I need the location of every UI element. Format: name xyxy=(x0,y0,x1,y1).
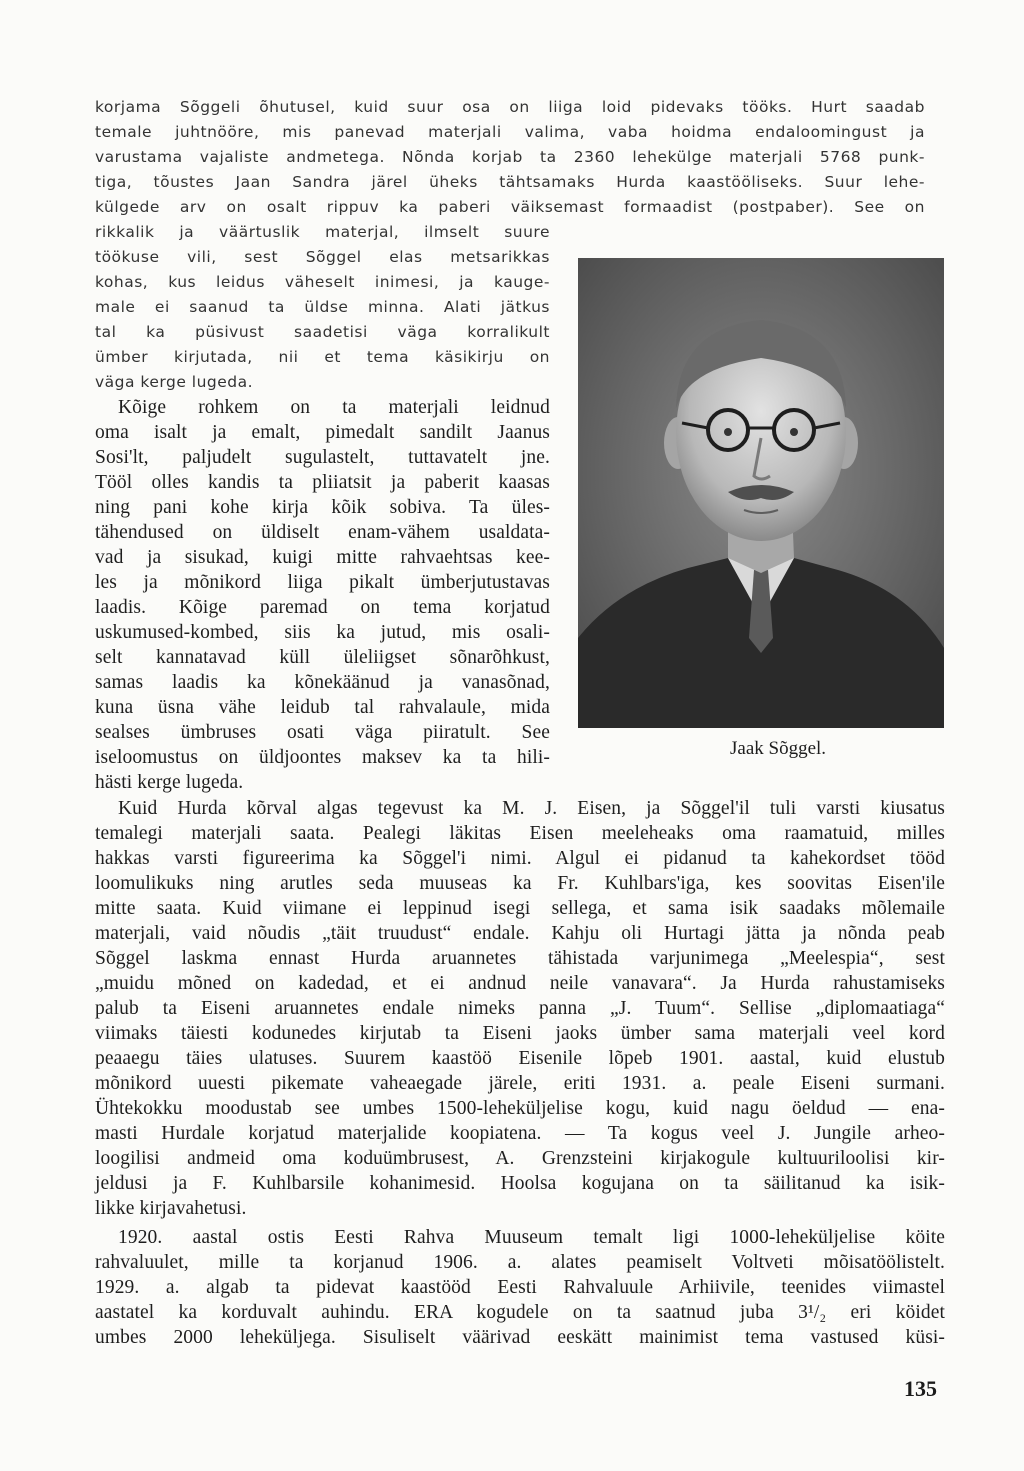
text-line: hästi kerge lugeda. xyxy=(95,772,244,793)
text-line: „muidu mõned on kadedad, et ei andnud neile vanavara“. Ja Hurda rahustamiseks xyxy=(95,973,945,994)
text-line: kuna üsna vähe leidub tal rahvalaule, mida xyxy=(95,697,550,718)
text-line: peaaegu täies ulatuses. Suurem kaastöö Eisenile lõpeb 1901. aastal, kuid elustub xyxy=(95,1048,945,1069)
text-line: temalegi materjali saata. Pealegi läkitas Eisen meeleheaks oma raamatuid, milles xyxy=(95,823,945,844)
text-line: ning pani kohe kirja kõik sobiva. Ta üles- xyxy=(95,497,550,518)
text-line: selt kannatavad küll üleliigset sõnarõhkust, xyxy=(95,647,550,668)
text-line: likke kirjavahetusi. xyxy=(95,1198,247,1219)
text-line: laadis. Kõige paremad on tema korjatud xyxy=(95,597,550,618)
portrait-illustration xyxy=(578,258,944,728)
text-line: jeldusi ja F. Kuhlbarsile kohanimesid. Hoolsa kogujana on ta säilitanud ka isik- xyxy=(95,1173,945,1194)
text-line: hakkas varsti figureerima ka Sõggel'i nimi. Algul ei pidanud ta kahekordset tööd xyxy=(95,848,945,869)
text-line: varustama vajaliste andmetega. Nõnda korjab ta 2360 lehekülge materjali 5768 punk- xyxy=(95,148,925,166)
text-line: Tööl olles kandis ta pliiatsit ja paberit kaasas xyxy=(95,472,550,493)
photo-caption: Jaak Sõggel. xyxy=(730,738,827,759)
text-line: iseloomustus on üldjoontes maksev ka ta hili- xyxy=(95,747,550,768)
text-line: sealses ümbruses osati väga piiratult. See xyxy=(95,722,550,743)
text-line: mitte saata. Kuid viimane ei leppinud isegi sellega, et sama isik saadaks mõlemaile xyxy=(95,898,945,919)
text-line: umbes 2000 leheküljega. Sisuliselt väärivad eeskätt mainimist tema vastused küsi- xyxy=(95,1327,945,1348)
text-line: kohas, kus leidus väheselt inimesi, ja kauge- xyxy=(95,273,550,291)
text-line: masti Hurdale korjatud materjalide koopiatena. — Ta kogus veel J. Jungile arheo- xyxy=(95,1123,945,1144)
text-line: palub ta Eiseni aruannetes endale nimeks panna „J. Tuum“. Sellise „diplomaatiaga“ xyxy=(95,998,945,1019)
text-line: vad ja sisukad, kuigi mitte rahvaehtsas kee- xyxy=(95,547,550,568)
text-line: külgede arv on osalt rippuv ka paberi väiksemast formaadist (postpaber). See on xyxy=(95,198,925,216)
text-line: rahvaluulet, mille ta korjanud 1906. a. alates peamiselt Voltveti mõisatöölistelt. xyxy=(95,1252,945,1273)
text-line: oma isalt ja emalt, pimedalt sandilt Jaanus xyxy=(95,422,550,443)
text-line: samas laadis ka kõnekäänud ja vanasõnad, xyxy=(95,672,550,693)
text-line: loomulikuks ning arutles seda muuseas ka Fr. Kuhlbars'iga, kes soovitas Eisen'ile xyxy=(95,873,945,894)
text-line: Kõige rohkem on ta materjali leidnud xyxy=(118,397,550,418)
text-line: Sosi'lt, paljudelt sugulastelt, tuttavatelt jne. xyxy=(95,447,550,468)
text-line: tiga, tõustes Jaan Sandra järel üheks tähtsamaks Hurda kaastööliseks. Suur lehe- xyxy=(95,173,925,191)
text-line: rikkalik ja väärtuslik materjal, ilmselt suure xyxy=(95,223,550,241)
text-line: temale juhtnööre, mis panevad materjali valima, vaba hoidma endaloomingust ja xyxy=(95,123,925,141)
text-line: aastatel ka korduvalt auhindu. ERA kogudele on ta saatnud juba 3¹/₂ eri köidet xyxy=(95,1302,945,1323)
text-line: loogilisi andmeid oma koduümbrusest, A. Grenzsteini kirjakogule kultuuriloolisi kir- xyxy=(95,1148,945,1169)
page-number: 135 xyxy=(904,1376,937,1401)
text-line: male ei saanud ta üldse minna. Alati jätkus xyxy=(95,298,550,316)
text-line: tal ka püsivust saadetisi väga korralikult xyxy=(95,323,550,341)
text-line: mõnikord uuesti pikemate vaheaegade järele, eriti 1931. a. peale Eiseni surmani. xyxy=(95,1073,945,1094)
text-line: viimaks täiesti kodunedes kirjutab ta Eiseni jaoks ümber sama materjali veel kord xyxy=(95,1023,945,1044)
text-line: Sõggel laskma ennast Hurda aruannetes tähistada varjunimega „Meelespia“, sest xyxy=(95,948,945,969)
text-line: 1920. aastal ostis Eesti Rahva Muuseum temalt ligi 1000-leheküljelise köite xyxy=(118,1227,945,1248)
text-line: les ja mõnikord liiga pikalt ümberjutustavas xyxy=(95,572,550,593)
text-line: uskumused-kombed, siis ka jutud, mis osali- xyxy=(95,622,550,643)
text-line: tähendused on üldiselt enam-vähem usaldata- xyxy=(95,522,550,543)
text-line: 1929. a. algab ta pidevat kaastööd Eesti Rahvaluule Arhiivile, teenides viimastel xyxy=(95,1277,945,1298)
text-line: Ühtekokku moodustab see umbes 1500-leheküljelise kogu, kuid nagu öeldud — ena- xyxy=(95,1098,945,1119)
text-line: Kuid Hurda kõrval algas tegevust ka M. J. Eisen, ja Sõggel'il tuli varsti kiusatus xyxy=(118,798,945,819)
text-line: töökuse vili, sest Sõggel elas metsarikkas xyxy=(95,248,550,266)
portrait-photo xyxy=(578,258,944,728)
text-line: materjali, vaid nõudis „täit truudust“ endale. Kahju oli Hurtagi jätta ja nõnda peab xyxy=(95,923,945,944)
text-line: korjama Sõggeli õhutusel, kuid suur osa on liiga loid pidevaks tööks. Hurt saadab xyxy=(95,98,925,116)
text-line: ümber kirjutada, nii et tema käsikirju on xyxy=(95,348,550,366)
text-line: väga kerge lugeda. xyxy=(95,373,254,391)
